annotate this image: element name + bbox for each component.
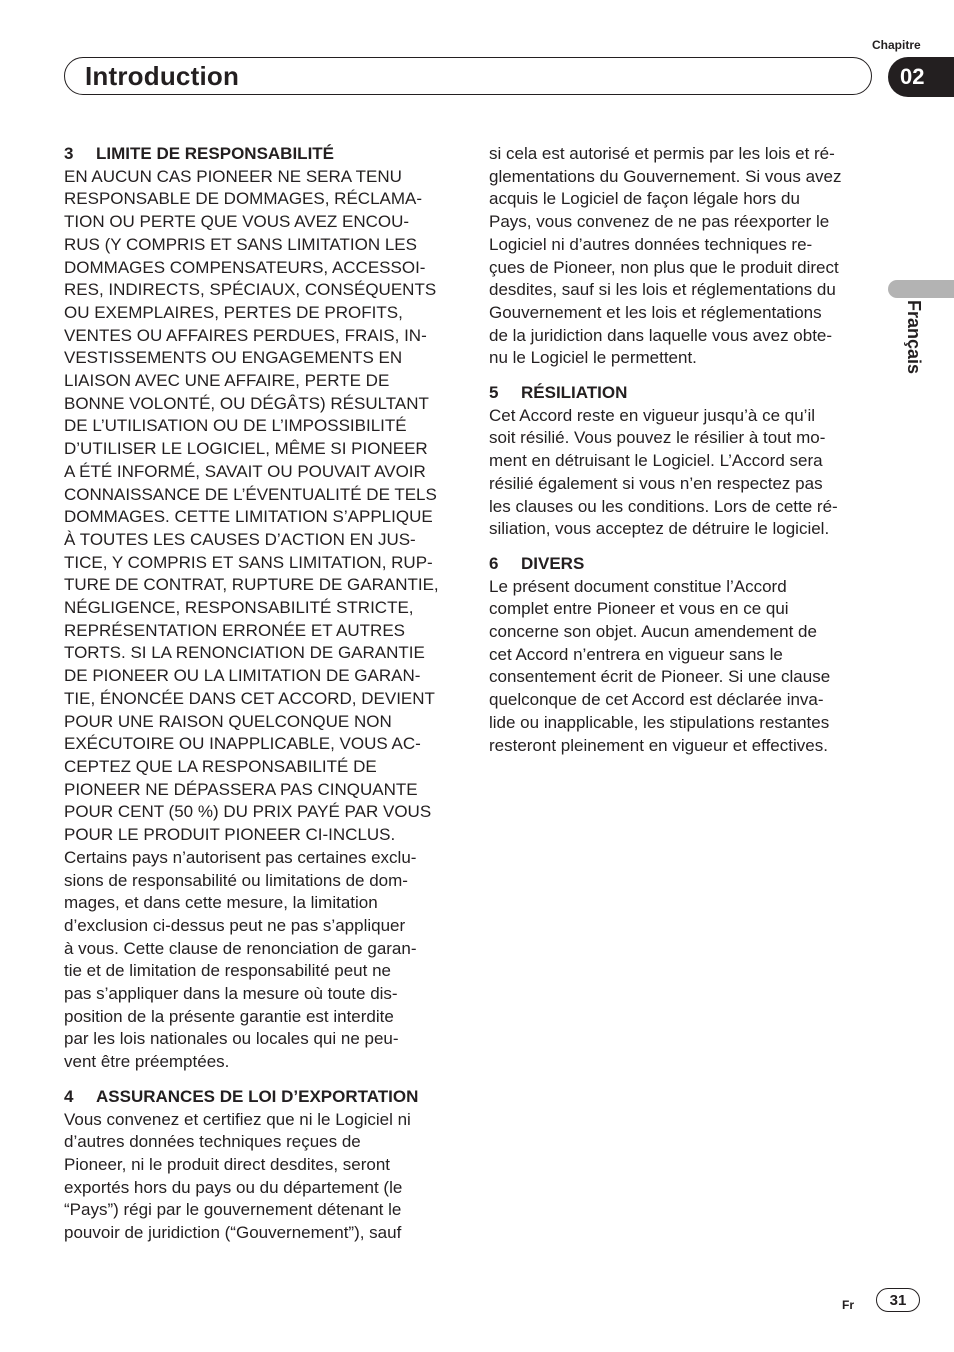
right-column (489, 143, 879, 769)
section-title: DIVERS (521, 553, 585, 573)
chapter-label: Chapitre (872, 38, 921, 52)
section-body: si cela est autorisé et permis par les lois et ré- glementations du Gouvernement. Si vous avez acquis le Logiciel de façon légale hors du Pays, vous convenez de ne pas réexporter le Logiciel ni d’autres données techniques re- çues de Pioneer, non plus que le produit direct desdites, sauf si les lois et réglementations du Gouvernement et les lois et réglementations de la juridiction dans laquelle vous avez obte- nu le Logiciel le permettent. (489, 144, 842, 368)
header-bar (64, 57, 872, 95)
section-body: Vous convenez et certifiez que ni le Logiciel ni d’autres données techniques reçues de Pioneer, ni le produit direct desdites, seront exportés hors du pays ou du département (le “Pays”) régi par le gouvernement détenant le pouvoir de juridiction (“Gouvernement”), sauf (64, 1109, 411, 1243)
section-body: EN AUCUN CAS PIONEER NE SERA TENU RESPONSABLE DE DOMMAGES, RÉCLAMA- TION OU PERTE QUE VOUS AVEZ ENCOU- RUS (Y COMPRIS ET SANS LIMITATION LES DOMMAGES COMPENSATEURS, ACCESSOI- RES, INDIRECTS, SPÉCIAUX, CONSÉQUENTS OU EXEMPLAIRES, PERTES DE PROFITS, VENTES OU AFFAIRES PERDUES, FRAIS, IN- VESTISSEMENTS OU ENGAGEMENTS EN LIAISON AVEC UNE AFFAIRE, PERTE DE BONNE VOLONTÉ, OU DÉGÂTS) RÉSULTANT DE L’UTILISATION OU DE L’IMPOSSIBILITÉ D’UTILISER LE LOGICIEL, MÊME SI PIONEER A ÉTÉ INFORMÉ, SAVAIT OU POUVAIT AVOIR CONNAISSANCE DE L’ÉVENTUALITÉ DE TELS DOMMAGES. CETTE LIMITATION S’APPLIQUE À TOUTES LES CAUSES D’ACTION EN JUS- TICE, Y COMPRIS ET SANS LIMITATION, RUP- TURE DE CONTRAT, RUPTURE DE GARANTIE, NÉGLIGENCE, RESPONSABILITÉ STRICTE, REPRÉSENTATION ERRONÉE ET AUTRES TORTS. SI LA RENONCIATION DE GARANTIE DE PIONEER OU LA LIMITATION DE GARAN- TIE, ÉNONCÉE DANS CET ACCORD, DEVIENT POUR UNE RAISON QUELCONQUE NON EXÉCUTOIRE OU INAPPLICABLE, VOUS AC- CEPTEZ QUE LA RESPONSABILITÉ DE PIONEER NE DÉPASSERA PAS CINQUANTE POUR CENT (50 %) DU PRIX PAYÉ PAR VOUS POUR LE PRODUIT PIONEER CI-INCLUS. Certains pays n’autorisent pas certaines exclu- sions de responsabilité ou limitations de dom- mages, et dans cette mesure, la limitation d’exclusion ci-dessus peut ne pas s’appliquer à vous. Cette clause de renonciation de garan- tie et de limitation de responsabilité peut ne pas s’appliquer dans la mesure où toute dis- position de la présente garantie est interdite par les lois nationales ou locales qui ne peu- vent être préemptées. (64, 166, 439, 1072)
section-6 (489, 553, 879, 757)
section-heading (489, 553, 879, 576)
section-3 (64, 143, 452, 1074)
footer-language-code: Fr (842, 1298, 854, 1312)
chapter-number-badge: 02 (888, 57, 954, 97)
section-title: LIMITE DE RESPONSABILITÉ (96, 144, 335, 163)
page-title: Introduction (85, 61, 240, 91)
section-title: RÉSILIATION (521, 383, 628, 403)
language-tab-label: Français (904, 300, 924, 375)
section-number: 4 (64, 1086, 74, 1106)
section-heading (489, 382, 879, 405)
section-4 (64, 1086, 452, 1245)
section-heading (64, 143, 452, 166)
section-number: 6 (489, 553, 499, 573)
language-tab-marker (888, 280, 954, 298)
section-number: 3 (64, 144, 74, 163)
section-number: 5 (489, 383, 499, 403)
section-title: ASSURANCES DE LOI D’EXPORTATION (96, 1086, 419, 1106)
page-number: 31 (876, 1288, 920, 1312)
section-5 (489, 382, 879, 541)
section-body: Cet Accord reste en vigueur jusqu’à ce qu’il soit résilié. Vous pouvez le résilier à tout mo- ment en détruisant le Logiciel. L’Accord sera résilié également si vous n’en respectez pas les clauses ou les conditions. Lors de cette ré- siliation, vous acceptez de détruire le logiciel. (489, 405, 838, 539)
section-body: Le présent document constitue l’Accord complet entre Pioneer et vous en ce qui concerne son objet. Aucun amendement de cet Accord n’entrera en vigueur sans le consentement écrit de Pioneer. Si une clause quelconque de cet Accord est déclarée inva- lide ou inapplicable, les stipulations restantes resteront pleinement en vigueur et effectives. (489, 576, 831, 755)
left-column (64, 143, 452, 1257)
section-4-continued (489, 143, 879, 370)
section-heading (64, 1086, 452, 1109)
